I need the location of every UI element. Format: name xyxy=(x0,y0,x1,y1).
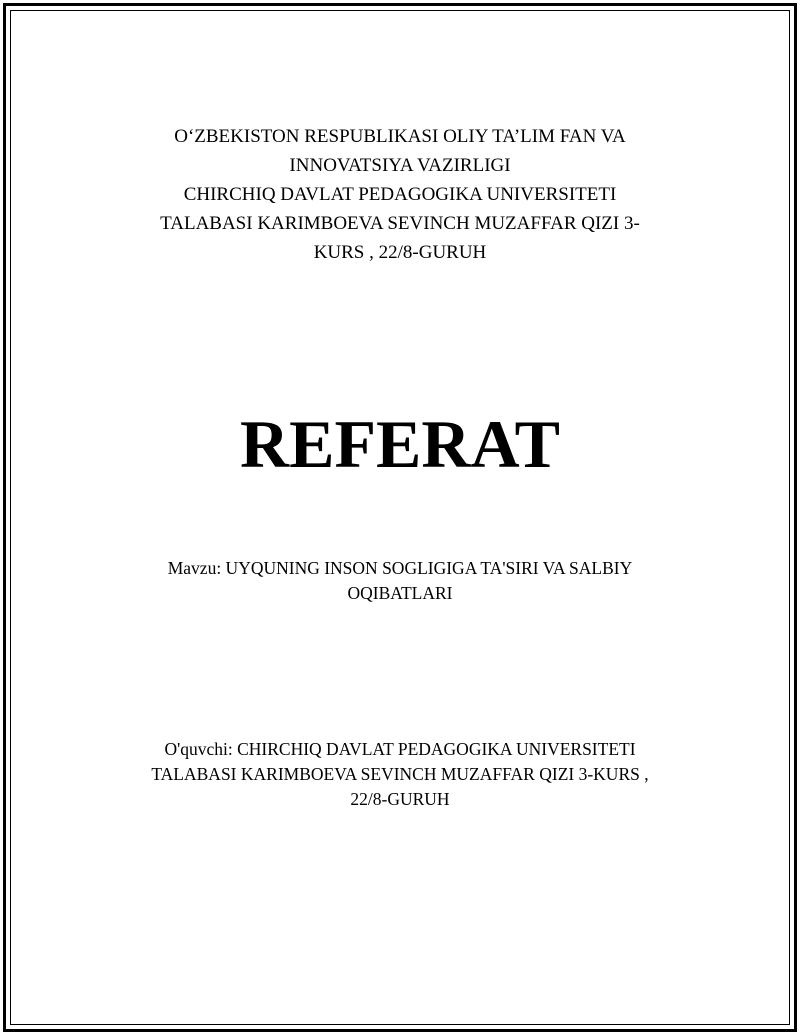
author-line: O'quvchi: CHIRCHIQ DAVLAT PEDAGOGIKA UNIVERSITETI xyxy=(164,739,636,759)
author-block xyxy=(100,737,700,812)
header-line: TALABASI KARIMBOEVA SEVINCH MUZAFFAR QIZI 3- xyxy=(160,213,640,234)
author-line: 22/8-GURUH xyxy=(350,789,450,809)
topic-block xyxy=(100,556,700,606)
institution-header xyxy=(100,122,700,267)
header-line: INNOVATSIYA VAZIRLIGI xyxy=(289,155,511,176)
header-line: O‘ZBEKISTON RESPUBLIKASI OLIY TA’LIM FAN VA xyxy=(174,126,626,147)
author-line: TALABASI KARIMBOEVA SEVINCH MUZAFFAR QIZI 3-KURS , xyxy=(151,764,649,784)
topic-line: Mavzu: UYQUNING INSON SOGLIGIGA TA'SIRI VA SALBIY xyxy=(167,558,633,578)
header-line: KURS , 22/8-GURUH xyxy=(313,242,487,263)
document-title: REFERAT xyxy=(240,406,560,482)
topic-line: OQIBATLARI xyxy=(347,583,453,603)
header-line: CHIRCHIQ DAVLAT PEDAGOGIKA UNIVERSITETI xyxy=(183,184,617,205)
